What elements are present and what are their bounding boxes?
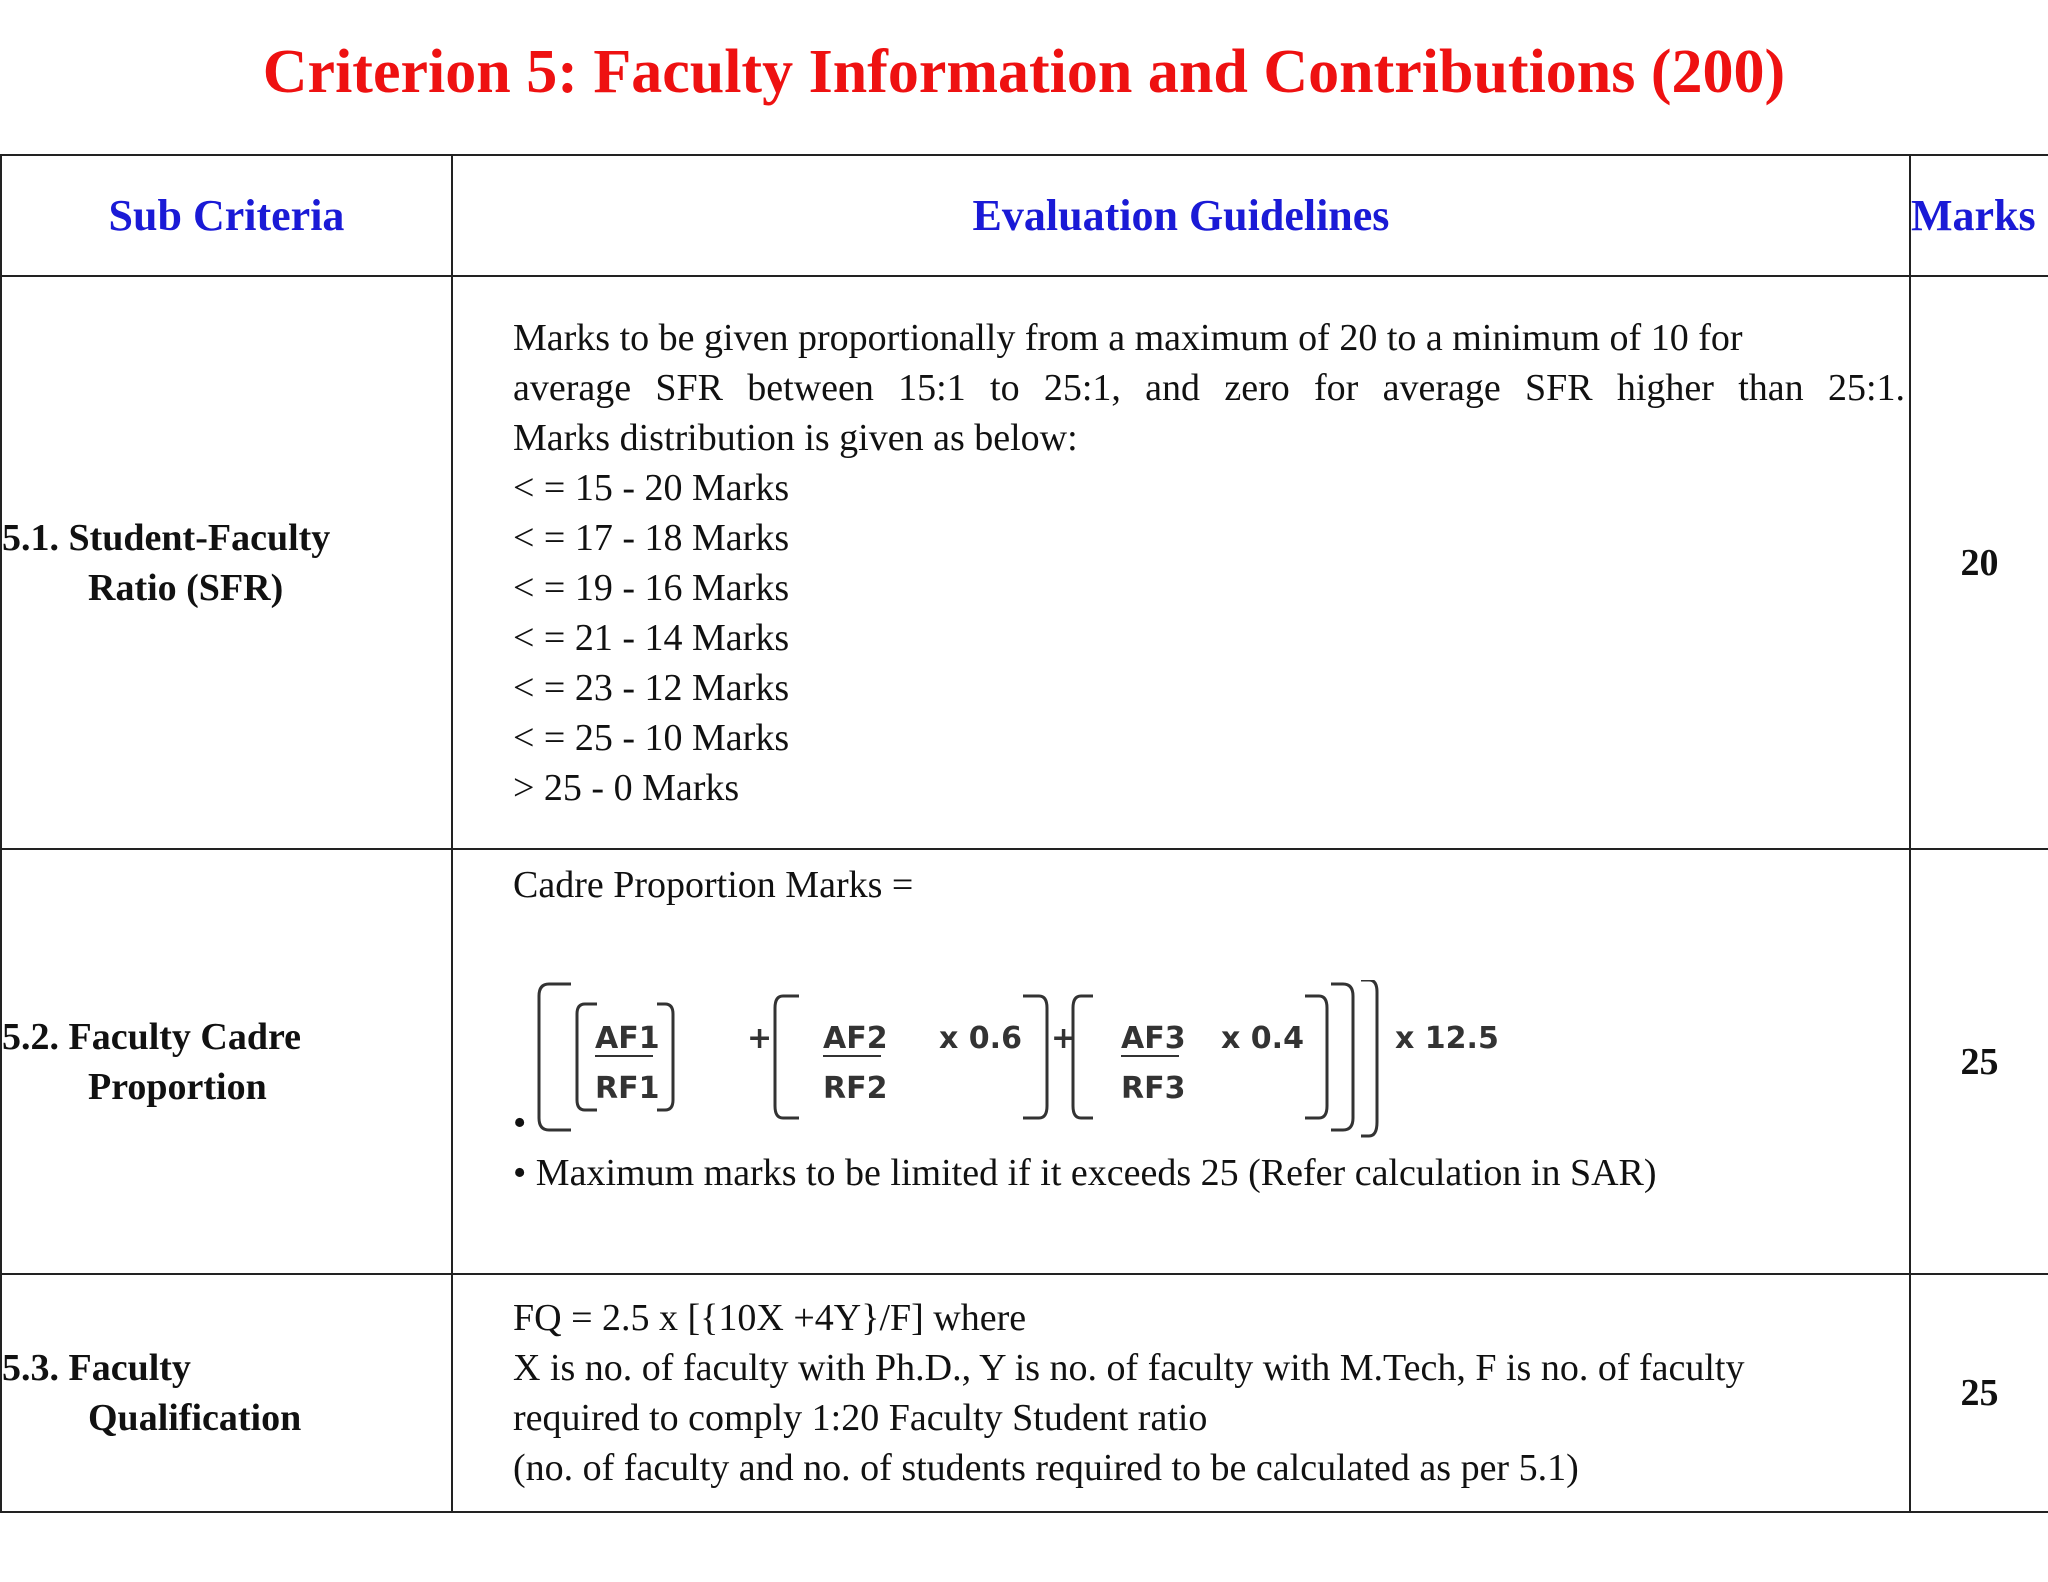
formula-af2: AF2 — [823, 1021, 888, 1056]
cadre-formula — [513, 980, 1905, 1140]
sub-criteria-cell — [1, 276, 452, 849]
header-evaluation-guidelines: Evaluation Guidelines — [452, 155, 1910, 276]
formula-rf1: RF1 — [595, 1071, 660, 1106]
sub-criteria-line: Proportion — [88, 1065, 267, 1108]
guideline-text: X is no. of faculty with Ph.D., Y is no. of faculty with M.Tech, F is no. of faculty — [513, 1347, 1745, 1389]
formula-rf2: RF2 — [823, 1071, 888, 1106]
cadre-formula-graphic — [513, 980, 1513, 1140]
sub-criteria-line: 5.1. Student-Faculty — [2, 516, 331, 559]
table-row — [1, 276, 2048, 849]
bracket-left — [577, 1004, 597, 1110]
guidelines-cell — [452, 849, 1910, 1274]
list-item: < = 17 - 18 Marks — [513, 516, 790, 559]
formula-rf3: RF3 — [1121, 1071, 1186, 1106]
list-item: < = 15 - 20 Marks — [513, 466, 790, 509]
bracket-right — [1305, 996, 1327, 1118]
header-marks: Marks — [1910, 155, 2048, 276]
sub-criteria-cell — [1, 1274, 452, 1512]
guideline-text: Cadre Proportion Marks = — [513, 864, 914, 906]
list-item: < = 21 - 14 Marks — [513, 616, 790, 659]
bullet-empty: • — [513, 1102, 527, 1144]
formula-af1: AF1 — [595, 1021, 660, 1056]
marks-cell: 25 — [1910, 849, 2048, 1274]
formula-mult: x 0.6 — [939, 1021, 1022, 1056]
guideline-text: average SFR between 15:1 to 25:1, and zero for average SFR higher than 25:1. — [513, 366, 1905, 409]
bracket-left — [1073, 996, 1093, 1118]
formula-mult: x 0.4 — [1221, 1021, 1304, 1056]
guideline-text: Marks distribution is given as below: — [513, 416, 1078, 459]
formula-plus: + — [747, 1021, 773, 1056]
outer-bracket-right — [1361, 980, 1377, 1136]
formula-mult-total: x 12.5 — [1395, 1021, 1499, 1056]
guidelines-cell — [452, 1274, 1910, 1512]
sub-criteria-line: 5.2. Faculty Cadre — [2, 1015, 302, 1058]
table-row — [1, 849, 2048, 1274]
criteria-table — [0, 154, 2048, 1513]
formula-plus: + — [1051, 1021, 1077, 1056]
bracket-right — [1023, 996, 1047, 1118]
page-title: Criterion 5: Faculty Information and Contributions (200) — [262, 38, 1786, 106]
list-item: > 25 - 0 Marks — [513, 766, 740, 809]
guideline-note: • Maximum marks to be limited if it exceeds 25 (Refer calculation in SAR) — [513, 1152, 1657, 1194]
guidelines-cell — [452, 276, 1910, 849]
list-item: < = 19 - 16 Marks — [513, 566, 790, 609]
bracket-left — [775, 996, 799, 1118]
sub-criteria-line: Ratio (SFR) — [88, 566, 284, 609]
table-header-row — [1, 155, 2048, 276]
guideline-text: FQ = 2.5 x [{10X +4Y}/F] where — [513, 1297, 1027, 1339]
outer-bracket-left — [539, 984, 571, 1130]
header-sub-criteria: Sub Criteria — [1, 155, 452, 276]
guideline-text: (no. of faculty and no. of students required to be calculated as per 5.1) — [513, 1447, 1579, 1489]
table-row — [1, 1274, 2048, 1512]
sub-criteria-line: 5.3. Faculty — [2, 1347, 191, 1389]
list-item: < = 23 - 12 Marks — [513, 666, 790, 709]
outer-bracket-right — [1331, 984, 1353, 1130]
guideline-text: required to comply 1:20 Faculty Student ratio — [513, 1397, 1208, 1439]
sub-criteria-cell — [1, 849, 452, 1274]
marks-cell: 20 — [1910, 276, 2048, 849]
marks-cell: 25 — [1910, 1274, 2048, 1512]
sub-criteria-line: Qualification — [88, 1397, 302, 1439]
guideline-text: Marks to be given proportionally from a maximum of 20 to a minimum of 10 for — [513, 316, 1743, 359]
formula-af3: AF3 — [1121, 1021, 1186, 1056]
list-item: < = 25 - 10 Marks — [513, 716, 790, 759]
